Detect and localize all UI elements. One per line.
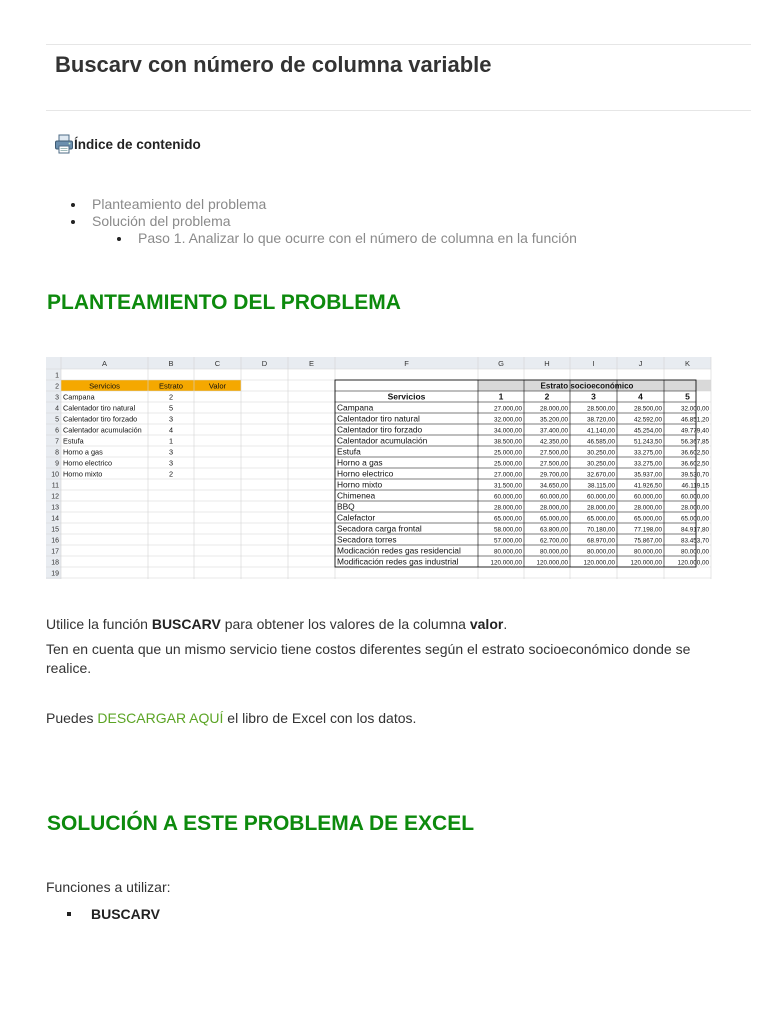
right-value-cell: 58.000,00 [493,526,522,534]
right-service-cell: BBQ [337,501,355,512]
paragraph-download: Puedes DESCARGAR AQUÍ el libro de Excel con los datos. [46,710,417,726]
right-value-cell: 75.867,00 [633,537,662,545]
column-letter: I [592,359,595,368]
left-estrato-cell: 2 [168,392,174,402]
row-number: 11 [51,482,59,490]
right-value-cell: 35.200,00 [539,416,568,424]
right-value-cell: 36.602,50 [680,460,709,468]
row-number: 15 [51,526,59,534]
right-value-cell: 60.000,00 [539,493,568,501]
row-number: 6 [55,427,59,435]
toc-item[interactable]: Paso 1. Analizar lo que ocurre con el número de columna en la función [68,230,577,247]
spreadsheet-image [46,357,728,579]
column-letter: H [544,359,550,368]
right-value-cell: 29.700,00 [539,471,568,479]
right-value-cell: 36.602,50 [680,449,709,457]
column-letter: G [498,359,504,368]
right-header-servicios: Servicios [387,391,426,402]
column-letter: B [168,359,174,368]
right-value-cell: 33.275,00 [633,460,662,468]
right-value-cell: 80.000,00 [633,548,662,556]
right-value-cell: 46.119,15 [681,482,709,490]
paragraph-instructions: Utilice la función BUSCARV para obtener los valores de la columna valor. [46,616,508,632]
row-number: 1 [55,372,59,380]
right-value-cell: 27.000,00 [493,471,522,479]
right-value-cell: 31.500,00 [493,482,522,490]
right-value-cell: 65.000,00 [633,515,662,523]
right-value-cell: 46.585,00 [586,438,615,446]
row-number: 4 [55,405,59,413]
right-value-cell: 28.000,00 [493,504,522,512]
left-estrato-cell: 2 [168,469,174,479]
right-value-cell: 51.243,50 [633,438,662,446]
right-header-stratum: 3 [591,391,596,402]
right-service-cell: Calefactor [337,512,376,523]
right-service-cell: Campana [337,402,374,413]
left-service-cell: Horno electrico [63,458,113,468]
right-service-cell: Horno a gas [337,457,383,468]
right-service-cell: Secadora torres [337,534,397,545]
right-value-cell: 120.000,00 [490,559,522,567]
page-title: Buscarv con número de columna variable [55,52,492,77]
right-value-cell: 83.453,70 [680,537,709,545]
right-value-cell: 65.000,00 [539,515,568,523]
right-value-cell: 65.000,00 [586,515,615,523]
row-number: 13 [51,504,59,512]
functions-label: Funciones a utilizar: [46,879,171,895]
right-value-cell: 28.000,00 [539,504,568,512]
right-value-cell: 30.250,00 [586,460,615,468]
row-number: 17 [51,548,59,556]
column-letter: K [684,359,691,368]
right-value-cell: 120.000,00 [536,559,568,567]
row-number: 5 [55,416,59,424]
functions-list [60,906,160,922]
row-number: 19 [51,570,59,578]
row-number: 10 [51,471,59,479]
right-value-cell: 27.500,00 [539,449,568,457]
right-value-cell: 28.000,00 [586,504,615,512]
right-value-cell: 56.367,85 [680,438,709,446]
right-value-cell: 68.970,00 [586,537,615,545]
right-value-cell: 39.530,70 [680,471,709,479]
right-value-cell: 60.000,00 [633,493,662,501]
right-value-cell: 27.500,00 [539,460,568,468]
left-estrato-cell: 1 [168,436,174,446]
row-number: 2 [55,383,59,391]
right-value-cell: 80.000,00 [493,548,522,556]
left-service-cell: Calentador acumulación [63,425,142,435]
column-letter: C [214,359,221,368]
right-service-cell: Modificación redes gas industrial [337,556,459,567]
left-header-estrato: Estrato [158,381,184,391]
right-value-cell: 49.779,40 [680,427,709,435]
right-value-cell: 25.000,00 [493,460,522,468]
column-name-bold: valor [469,616,504,632]
right-value-cell: 65.000,00 [680,515,709,523]
right-value-cell: 42.350,00 [539,438,568,446]
right-value-cell: 32.000,00 [493,416,522,424]
left-estrato-cell: 3 [168,447,174,457]
row-number: 9 [55,460,59,468]
column-letter: F [404,359,409,368]
right-value-cell: 28.500,00 [586,405,615,413]
right-service-cell: Modicación redes gas residencial [337,545,461,556]
right-value-cell: 38.115,00 [587,482,615,490]
toc-heading [54,134,201,154]
right-value-cell: 60.000,00 [493,493,522,501]
printer-icon[interactable] [54,134,74,154]
right-value-cell: 45.254,00 [633,427,662,435]
right-value-cell: 38.720,00 [586,416,615,424]
right-value-cell: 65.000,00 [493,515,522,523]
row-number: 14 [51,515,59,523]
right-value-cell: 28.000,00 [539,405,568,413]
right-value-cell: 120.000,00 [630,559,662,567]
right-value-cell: 62.700,00 [539,537,568,545]
right-service-cell: Secadora carga frontal [337,523,422,534]
function-item: BUSCARV [60,906,160,922]
right-value-cell: 28.000,00 [633,504,662,512]
column-letter: E [308,359,315,368]
right-value-cell: 34.000,00 [493,427,522,435]
right-value-cell: 84.917,80 [680,526,709,534]
right-value-cell: 30.250,00 [586,449,615,457]
right-header-stratum: 4 [638,391,643,402]
title-divider [46,110,751,111]
right-header-stratum: 2 [544,391,550,402]
right-value-cell: 70.180,00 [586,526,615,534]
function-name-bold: BUSCARV [151,616,221,632]
right-value-cell: 80.000,00 [539,548,568,556]
left-estrato-cell: 3 [168,458,174,468]
paragraph-note: Ten en cuenta que un mismo servicio tiene costos diferentes según el estrato socioeconómico donde se realice. [46,641,691,676]
right-value-cell: 41.926,50 [633,482,662,490]
left-service-cell: Campana [63,392,95,402]
right-value-cell: 33.275,00 [633,449,662,457]
right-value-cell: 77.198,00 [633,526,662,534]
section-heading-solution: SOLUCIÓN A ESTE PROBLEMA DE EXCEL [47,812,475,835]
right-value-cell: 80.000,00 [586,548,615,556]
right-value-cell: 42.592,00 [633,416,662,424]
right-value-cell: 41.140,00 [586,427,615,435]
column-letter: A [101,359,108,368]
right-service-cell: Calentador tiro natural [337,413,420,424]
left-header-servicios: Servicios [89,381,120,391]
right-value-cell: 28.000,00 [680,504,709,512]
column-header-bar [46,357,711,369]
right-service-cell: Chimenea [337,490,376,501]
toc-list [68,196,577,247]
row-number: 12 [51,493,59,501]
right-value-cell: 60.000,00 [586,493,615,501]
right-service-cell: Calentador acumulación [337,435,428,446]
right-value-cell: 34.650,00 [539,482,568,490]
right-value-cell: 38.500,00 [493,438,522,446]
row-number: 8 [55,449,59,457]
right-value-cell: 28.500,00 [633,405,662,413]
top-divider [46,44,751,45]
toc-item[interactable]: Solución del problema [68,213,577,230]
right-value-cell: 32.000,00 [680,405,709,413]
download-link[interactable]: DESCARGAR AQUÍ [97,710,224,726]
left-estrato-cell: 5 [168,403,174,413]
right-value-cell: 32.670,00 [586,471,615,479]
column-letter: D [261,359,268,368]
right-value-cell: 25.000,00 [493,449,522,457]
left-service-cell: Horno a gas [63,447,103,457]
left-estrato-cell: 3 [168,414,174,424]
right-value-cell: 60.000,00 [680,493,709,501]
right-value-cell: 120.000,00 [583,559,615,567]
left-header-valor: Valor [208,381,227,391]
right-group-header: Estrato socioeconómico [540,381,634,391]
row-number: 7 [55,438,59,446]
right-value-cell: 120.000,00 [677,559,709,567]
toc-heading-label: Índice de contenido [74,136,201,152]
right-header-stratum: 5 [685,391,690,402]
right-service-cell: Estufa [337,446,361,457]
left-service-cell: Calentador tiro natural [63,403,136,413]
toc-item[interactable]: Planteamiento del problema [68,196,577,213]
right-value-cell: 57.000,00 [493,537,522,545]
right-value-cell: 63.800,00 [539,526,568,534]
right-service-cell: Horno mixto [337,479,383,490]
left-estrato-cell: 4 [168,425,174,435]
row-number: 3 [55,394,59,402]
row-number: 16 [51,537,59,545]
row-number: 18 [51,559,59,567]
section-heading-problem: PLANTEAMIENTO DEL PROBLEMA [47,291,401,314]
right-value-cell: 80.000,00 [680,548,709,556]
column-letter: J [638,359,643,368]
right-service-cell: Calentador tiro forzado [337,424,423,435]
left-service-cell: Horno mixto [63,469,103,479]
left-service-cell: Calentador tiro forzado [63,414,138,424]
right-value-cell: 27.000,00 [493,405,522,413]
right-service-cell: Horno electrico [337,468,394,479]
right-value-cell: 35.937,00 [633,471,662,479]
right-value-cell: 37.400,00 [539,427,568,435]
left-service-cell: Estufa [63,436,84,446]
right-header-stratum: 1 [498,391,504,402]
right-value-cell: 46.851,20 [680,416,709,424]
